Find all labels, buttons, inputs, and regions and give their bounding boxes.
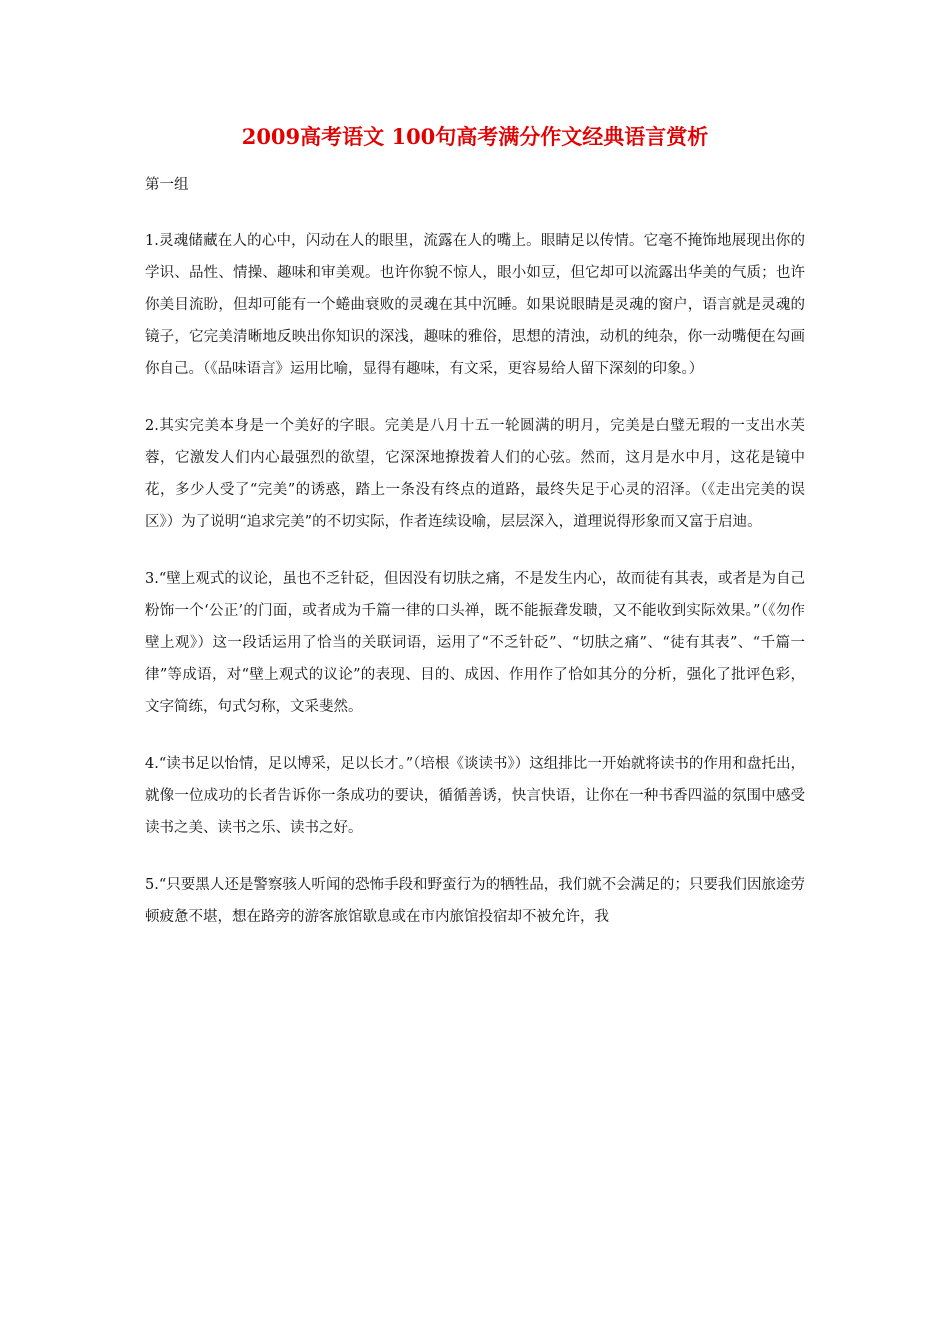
group-heading: 第一组: [145, 177, 189, 193]
paragraph-3: 3.“壁上观式的议论，虽也不乏针砭，但因没有切肤之痛，不是发生内心，故而徒有其表，或者是为自己粉饰一个‘公正’的门面，或者成为千篇一律的口头禅，既不能振聋发聩，又不能收到实际效果。”（《勿作壁上观》）这一段话运用了恰当的关联词语，运用了“不乏针砭”、“切肤之痛”、“徒有其表”、“千篇一律”等成语，对“壁上观式的议论”的表现、目的、成因、作用作了恰如其分的分析，强化了批评色彩，文字简练，句式匀称，文采斐然。: [145, 571, 805, 715]
paragraph-4: 4.“读书足以怡情，足以博采，足以长才。”（培根《谈读书》）这组排比一开始就将读书的作用和盘托出，就像一位成功的长者告诉你一条成功的要诀，循循善诱，快言快语，让你在一种书香四溢的氛围中感受读书之美、读书之乐、读书之好。: [145, 756, 805, 836]
paragraph-2: 2.其实完美本身是一个美好的字眼。完美是八月十五一轮圆满的明月，完美是白璧无瑕的一支出水芙蓉，它激发人们内心最强烈的欲望，它深深地撩拨着人们的心弦。然而，这月是水中月，这花是镜中花，多少人受了“完美”的诱惑，踏上一条没有终点的道路，最终失足于心灵的沼泽。（《走出完美的误区》）为了说明“追求完美”的不切实际，作者连续设喻，层层深入，道理说得形象而又富于启迪。: [145, 418, 805, 530]
paragraph-1: 1.灵魂储藏在人的心中，闪动在人的眼里，流露在人的嘴上。眼睛足以传情。它毫不掩饰地展现出你的学识、品性、情操、趣味和审美观。也许你貌不惊人，眼小如豆，但它却可以流露出华美的气质；也许你美目流盼，但却可能有一个蜷曲衰败的灵魂在其中沉睡。如果说眼睛是灵魂的窗户，语言就是灵魂的镜子，它完美清晰地反映出你知识的深浅，趣味的雅俗，思想的清浊，动机的纯杂，你一动嘴便在勾画你自己。（《品味语言》运用比喻，显得有趣味，有文采，更容易给人留下深刻的印象。）: [145, 233, 805, 377]
paragraph-5: 5.“只要黑人还是警察骇人听闻的恐怖手段和野蛮行为的牺牲品，我们就不会满足的；只要我们因旅途劳顿疲惫不堪，想在路旁的游客旅馆歇息或在市内旅馆投宿却不被允许，我: [145, 877, 805, 925]
document-body: [145, 171, 805, 958]
document-title: 2009高考语文 100句高考满分作文经典语言赏析: [241, 124, 709, 149]
